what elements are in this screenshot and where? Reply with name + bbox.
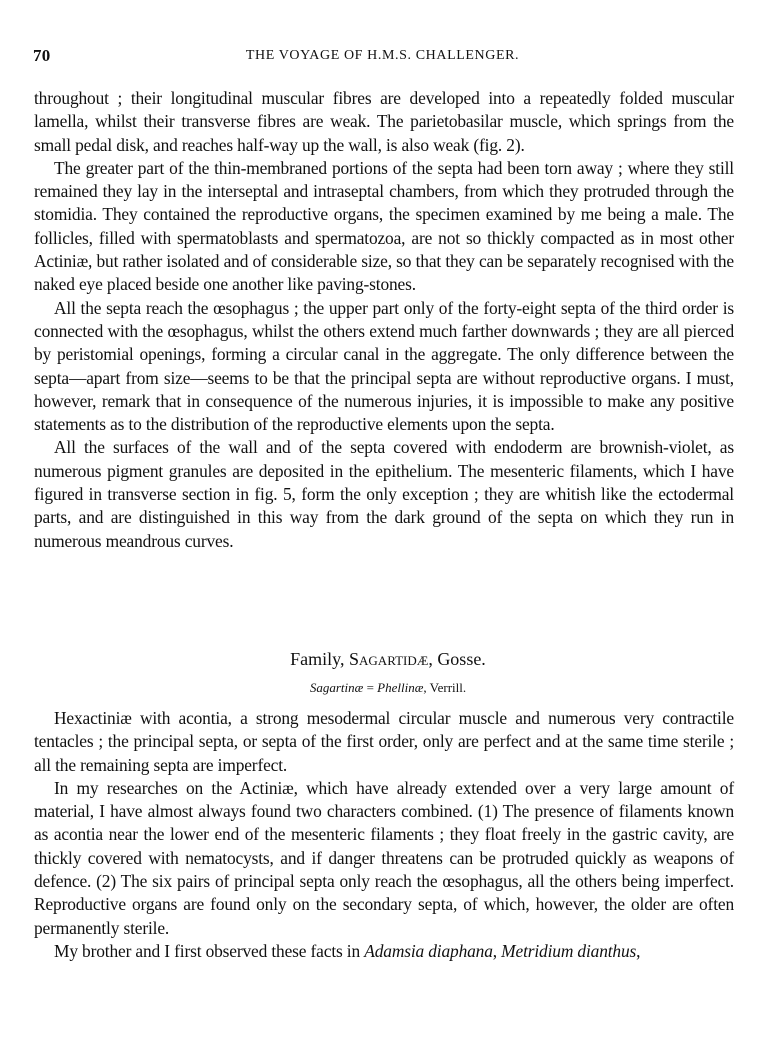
synonym-author: , Verrill. — [423, 680, 467, 695]
paragraph-last — [34, 940, 734, 963]
synonym-name-1: Sagartinæ — [309, 680, 364, 695]
synonym-line — [0, 680, 776, 696]
paragraph: All the surfaces of the wall and of the septa covered with endoderm are brownish-violet, as numerous pigment granules are deposited in the epithelium. The mesenteric filaments, which I have figured in transverse section in fig. 5, form the only exception ; they are whitish like the ectodermal parts, and are distinguished in this way from the dark ground of the septa on which they run in numerous meandrous curves. — [34, 437, 734, 551]
body-section-1 — [34, 87, 734, 553]
family-authority: , Gosse. — [428, 649, 486, 669]
paragraph: Hexactiniæ with acontia, a strong mesodermal circular muscle and numerous very contractile tentacles ; the principal septa, or septa of the first order, only are perfect and at the same time sterile ; all the remaining septa are imperfect. — [34, 708, 734, 775]
paragraph: The greater part of the thin-membraned portions of the septa had been torn away ; where they still remained they lay in the interseptal and intraseptal chambers, from which they protruded through the stomidia. They contained the reproductive organs, the specimen examined by me being a male. The follicles, filled with spermatoblasts and spermatozoa, are not so thickly compacted as in most other Actiniæ, but rather isolated and of considerable size, so that they can be separately recognised with the naked eye placed beside one another like paving-stones. — [34, 157, 734, 295]
synonym-name-2: Phellinæ — [377, 680, 424, 695]
body-section-2 — [34, 707, 734, 963]
paragraph: In my researches on the Actiniæ, which have already extended over a very large amount of material, I have almost always found two characters combined. (1) The presence of filaments known as acontia near the lower end of the mesenteric filaments ; they float freely in the gastric cavity, are thickly covered with nematocysts, and if danger threatens can be protruded quickly as weapons of defence. (2) The six pairs of principal septa only reach the œsophagus, all the others being imperfect. Reproductive organs are found only on the secondary septa, of which, however, the older are often permanently sterile. — [34, 777, 734, 938]
synonym-equals: = — [363, 680, 378, 695]
species-name: Metridium dianthus — [501, 940, 637, 961]
species-name: Adamsia diaphana — [364, 940, 493, 961]
trailing-punct: , — [636, 940, 641, 961]
paragraph: throughout ; their longitudinal muscular fibres are developed into a repeatedly folded muscular lamella, whilst their transverse fibres are weak. The parietobasilar muscle, which springs from the small pedal disk, and reaches half-way up the wall, is also weak (fig. 2). — [34, 88, 734, 155]
family-name: Sagartidæ — [349, 649, 429, 669]
paragraph-text: My brother and I first observed these facts in — [54, 940, 365, 961]
running-header — [33, 46, 732, 70]
separator: , — [492, 940, 502, 961]
family-heading-prefix: Family, — [290, 649, 350, 669]
family-heading — [0, 649, 776, 670]
running-title: THE VOYAGE OF H.M.S. CHALLENGER. — [245, 48, 520, 63]
page-number: 70 — [33, 46, 51, 65]
paragraph: All the septa reach the œsophagus ; the upper part only of the forty-eight septa of the third order is connected with the œsophagus, whilst the others extend much farther downwards ; they are all pierced by peristomial openings, forming a circular canal in the aggregate. The only difference between the septa—apart from size—seems to be that the principal septa are without reproductive organs. I must, however, remark that in consequence of the numerous injuries, it is impossible to make any positive statements as to the distribution of the reproductive elements upon the septa. — [34, 297, 734, 435]
